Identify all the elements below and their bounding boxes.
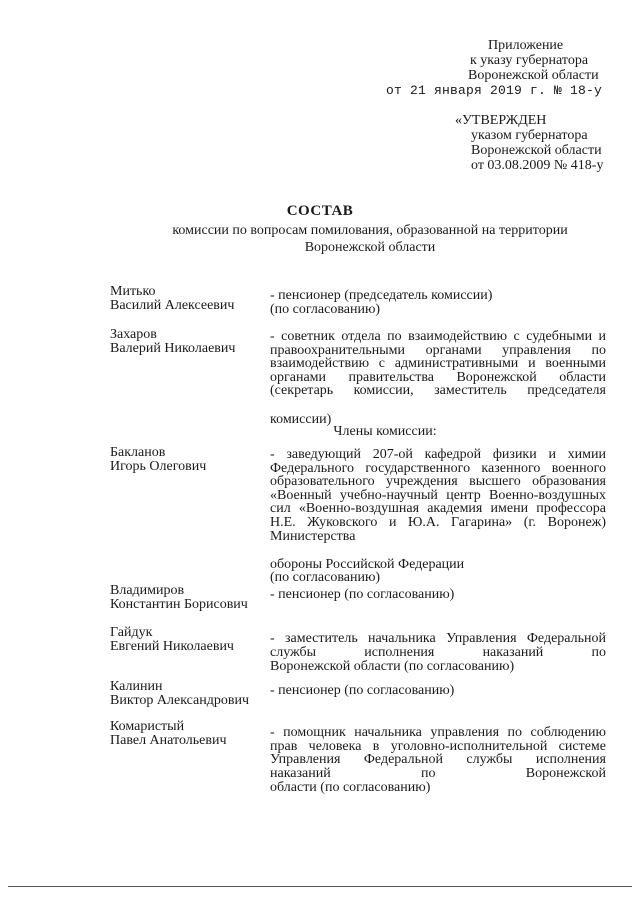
member-role-tail: области (по согласованию) [270, 780, 431, 795]
member-role [270, 660, 606, 674]
member-surname: Гайдук [110, 625, 153, 640]
member-given-name: Игорь Олегович [110, 459, 207, 474]
member-name [110, 446, 265, 474]
member-surname: Захаров [110, 327, 157, 342]
annex-date: от 21 января 2019 г. № 18-у [386, 83, 603, 98]
document-title: СОСТАВ [286, 203, 354, 219]
member-surname: Владимиров [110, 583, 185, 598]
member-surname: Митько [110, 284, 156, 299]
member-name [110, 584, 265, 612]
member-role-text: - заведующий 207-ой кафедрой физики и химии Федерального государственного казенного военного образовательного учреждения высшего образования «Военный учебно-научный центр Военно-воздушных сил «Военно-воздушная академия имени профессора Н.Е. Жуковского и Ю.А. Гагарина» (г. Воронеж) Министерства [270, 447, 606, 544]
member-given-name: Евгений Николаевич [110, 639, 234, 654]
member-given-name: Виктор Александрович [110, 693, 250, 708]
document-subtitle [140, 222, 600, 256]
member-given-name: Валерий Николаевич [110, 341, 236, 356]
member-surname: Бакланов [110, 445, 166, 460]
annex-line-2: к указу губернатора [470, 53, 589, 68]
annex-block [430, 38, 630, 83]
annex-line-3: Воронежской области [468, 68, 599, 83]
member-role-tail: комиссии) [270, 412, 332, 427]
approved-line-2: указом губернатора [471, 128, 588, 143]
member-role [270, 632, 606, 659]
member-given-name: Василий Алексеевич [110, 298, 235, 313]
subtitle-line-1: комиссии по вопросам помилования, образованной на территории [172, 223, 568, 238]
member-role-text: - заместитель начальника Управления Федеральной службы исполнения наказаний по [270, 631, 606, 660]
bottom-divider [8, 886, 632, 887]
member-role-tail: - пенсионер (по согласованию) [270, 683, 455, 698]
member-given-name: Павел Анатольевич [110, 733, 227, 748]
member-role [270, 289, 606, 316]
member-name [110, 285, 265, 313]
member-role-text: - пенсионер (председатель комиссии) [270, 288, 493, 303]
approved-line-1: «УТВЕРЖДЕН [455, 113, 547, 128]
members-heading [0, 424, 640, 440]
member-role [270, 684, 606, 698]
member-role [270, 781, 606, 795]
approved-block [455, 113, 635, 173]
approved-line-4: от 03.08.2009 № 418-у [471, 158, 604, 173]
member-surname: Калинин [110, 679, 163, 694]
member-role-tail: Воронежской области (по согласованию) [270, 659, 515, 674]
member-role-tail: - пенсионер (по согласованию) [270, 587, 455, 602]
member-role-text: - помощник начальника управления по соблюдению прав человека в уголовно-исполнительной системе Управления Федеральной службы исполнения наказаний по Воронежской [270, 725, 606, 781]
approved-line-3: Воронежской области [471, 143, 602, 158]
member-name [110, 626, 265, 654]
subtitle-line-2: Воронежской области [304, 240, 436, 255]
member-role-tail: (по согласованию) [270, 301, 381, 317]
member-role [270, 330, 606, 398]
member-name [110, 328, 265, 356]
member-surname: Комаристый [110, 719, 185, 734]
member-role [270, 448, 606, 543]
member-role-text: - советник отдела по взаимодействию с судебными и правоохранительными органами управления по взаимодействию с административными и военными органами правительства Воронежской области (секретарь комиссии, заместитель председателя [270, 329, 606, 399]
annex-line-1: Приложение [488, 38, 564, 53]
member-role [270, 588, 606, 602]
member-role-tail: обороны Российской Федерации (по согласованию) [270, 556, 465, 586]
member-name [110, 720, 265, 748]
member-role [270, 726, 606, 780]
member-name [110, 680, 265, 708]
members-heading-text: Члены комиссии: [333, 424, 437, 439]
member-given-name: Константин Борисович [110, 597, 248, 612]
